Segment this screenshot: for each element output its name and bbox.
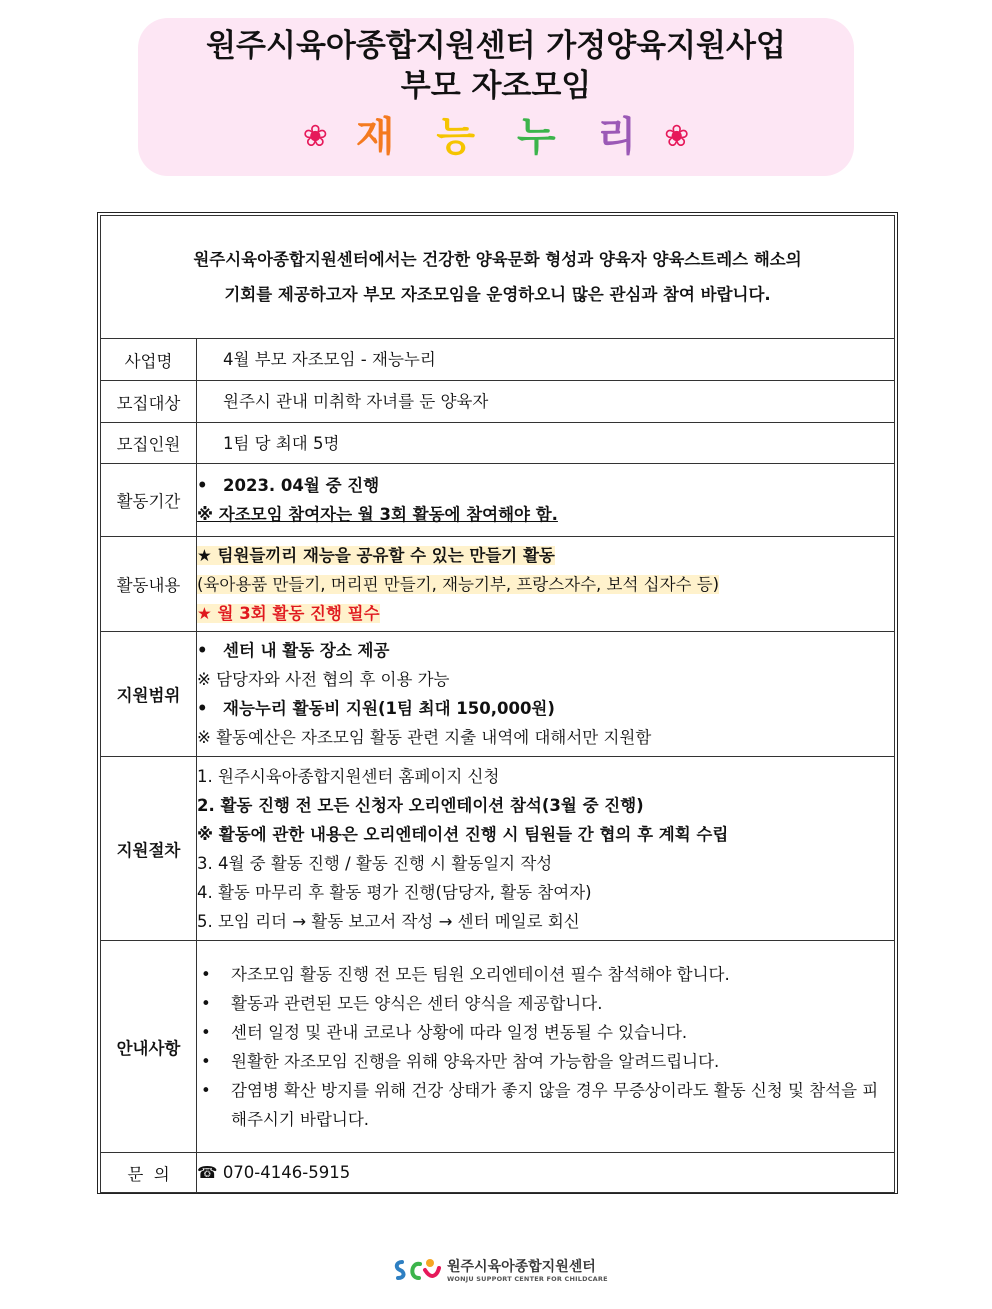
procedure-line-6: 5. 모임 리더 → 활동 보고서 작성 → 센터 메일로 회신 <box>197 911 580 931</box>
org-name-en: WONJU SUPPORT CENTER FOR CHILDCARE <box>447 1275 608 1283</box>
list-item <box>197 989 894 1018</box>
bullet: • <box>201 993 211 1013</box>
row-label-contact: 문 의 <box>101 1153 197 1193</box>
row-value-period <box>197 464 895 537</box>
intro-line-2: 기회를 제공하고자 부모 자조모임을 운영하오니 많은 관심과 참여 바랍니다. <box>224 285 771 304</box>
talent-char-3: 누 <box>516 114 556 160</box>
row-label-capacity: 모집인원 <box>101 423 197 464</box>
intro-line-1: 원주시육아종합지원센터에서는 건강한 양육문화 형성과 양육자 양육스트레스 해소의 <box>193 250 802 269</box>
title-banner <box>138 18 854 176</box>
bullet: • <box>197 699 208 718</box>
row-label-project: 사업명 <box>101 339 197 381</box>
notice-item-1: 자조모임 활동 진행 전 모든 팀원 오리엔테이션 필수 참석해야 합니다. <box>231 964 730 984</box>
table-row <box>101 464 895 537</box>
talent-char-4: 리 <box>597 114 637 160</box>
talent-char-1: 재 <box>355 114 395 160</box>
support-line-2: ※ 담당자와 사전 협의 후 이용 가능 <box>197 670 450 689</box>
org-name: 원주시육아종합지원센터 <box>447 1259 596 1275</box>
table-row <box>101 537 895 632</box>
row-label-procedure: 지원절차 <box>101 757 197 941</box>
procedure-line-5: 4. 활동 마무리 후 활동 평가 진행(담당자, 활동 참여자) <box>197 882 592 902</box>
center-logo-icon <box>393 1254 443 1288</box>
notice-item-2: 활동과 관련된 모든 양식은 센터 양식을 제공합니다. <box>231 993 603 1013</box>
row-value-content <box>197 537 895 632</box>
list-item <box>197 1076 894 1134</box>
list-item <box>197 1018 894 1047</box>
title-line-2: 부모 자조모임 <box>400 68 592 104</box>
row-value-capacity: 1팀 당 최대 5명 <box>197 423 895 464</box>
info-table <box>100 215 895 1193</box>
row-value-project: 4월 부모 자조모임 - 재능누리 <box>197 339 895 381</box>
flower-icon: ❀ <box>302 119 328 154</box>
content-line-1: ★ 팀원들끼리 재능을 공유할 수 있는 만들기 활동 <box>197 545 555 565</box>
row-label-period: 활동기간 <box>101 464 197 537</box>
support-line-4: ※ 활동예산은 자조모임 활동 관련 지출 내역에 대해서만 지원함 <box>197 728 652 747</box>
content-line-2: (육아용품 만들기, 머리핀 만들기, 재능기부, 프랑스자수, 보석 십자수 등) <box>197 574 720 594</box>
intro-row <box>101 216 895 339</box>
table-row <box>101 423 895 464</box>
bullet: • <box>201 1080 211 1100</box>
procedure-line-2: 2. 활동 진행 전 모든 신청자 오리엔테이션 참석(3월 중 진행) <box>197 795 644 815</box>
row-label-support: 지원범위 <box>101 632 197 757</box>
title-line-1: 원주시육아종합지원센터 가정양육지원사업 <box>206 28 786 64</box>
period-line-2: ※ 자조모임 참여자는 월 3회 활동에 참여해야 함. <box>197 505 558 524</box>
phone-icon: ☎ <box>197 1163 218 1182</box>
bullet: • <box>201 1022 211 1042</box>
contact-phone: 070-4146-5915 <box>222 1163 351 1182</box>
bullet: • <box>201 1051 211 1071</box>
row-label-target: 모집대상 <box>101 381 197 423</box>
bullet: • <box>201 964 211 984</box>
support-line-1: 센터 내 활동 장소 제공 <box>223 641 390 660</box>
notice-item-3: 센터 일정 및 관내 코로나 상황에 따라 일정 변동될 수 있습니다. <box>231 1022 688 1042</box>
table-row <box>101 381 895 423</box>
table-row <box>101 757 895 941</box>
period-line-1: 2023. 04월 중 진행 <box>223 476 380 495</box>
content-line-3: ★ 월 3회 활동 진행 필수 <box>197 603 380 623</box>
row-value-contact <box>197 1153 895 1193</box>
talent-nuri-title <box>138 112 854 162</box>
row-label-notice: 안내사항 <box>101 941 197 1153</box>
procedure-line-3: ※ 활동에 관한 내용은 오리엔테이션 진행 시 팀원들 간 협의 후 계획 수립 <box>197 824 729 844</box>
table-row <box>101 1153 895 1193</box>
procedure-line-1: 1. 원주시육아종합지원센터 홈페이지 신청 <box>197 766 500 786</box>
row-value-support <box>197 632 895 757</box>
row-value-procedure <box>197 757 895 941</box>
procedure-line-4: 3. 4월 중 활동 진행 / 활동 진행 시 활동일지 작성 <box>197 853 553 873</box>
row-value-target: 원주시 관내 미취학 자녀를 둔 양육자 <box>197 381 895 423</box>
footer-logo <box>393 1254 613 1288</box>
intro-text <box>101 216 895 339</box>
notice-item-4: 원활한 자조모임 진행을 위해 양육자만 참여 가능함을 알려드립니다. <box>231 1051 720 1071</box>
row-value-notice <box>197 941 895 1153</box>
notice-item-5: 감염병 확산 방지를 위해 건강 상태가 좋지 않을 경우 무증상이라도 활동 신청 및 참석을 피해주시기 바랍니다. <box>231 1080 879 1129</box>
table-row <box>101 941 895 1153</box>
table-row <box>101 632 895 757</box>
list-item <box>197 1047 894 1076</box>
bullet: • <box>197 641 208 660</box>
flower-icon: ❀ <box>664 119 690 154</box>
table-row <box>101 339 895 381</box>
support-line-3: 재능누리 활동비 지원(1팀 최대 150,000원) <box>223 699 555 718</box>
bullet: • <box>197 476 208 495</box>
list-item <box>197 960 894 989</box>
talent-char-2: 능 <box>436 114 476 160</box>
row-label-content: 활동내용 <box>101 537 197 632</box>
